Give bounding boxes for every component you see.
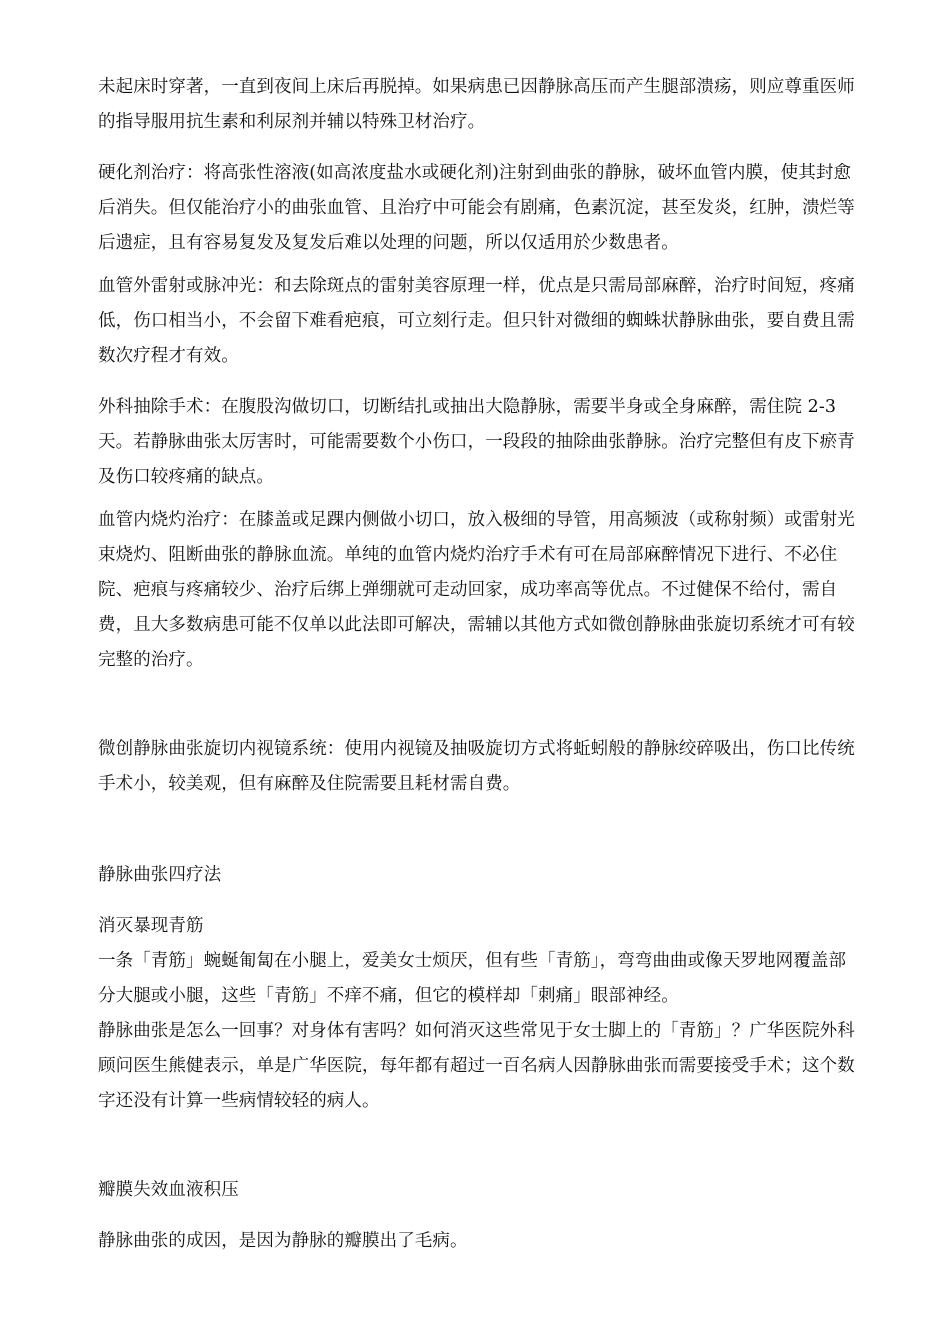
section-heading-valve-failure: 瓣膜失效血液积压: [98, 1180, 239, 1200]
paragraph-cause: 静脉曲张的成因，是因为静脉的瓣膜出了毛病。: [98, 1231, 468, 1251]
paragraph-green-veins: 一条「青筋」蜿蜒匍匐在小腿上，爱美女士烦厌，但有些「青筋」，弯弯曲曲或像天罗地网覆盖部分大腿或小腿，这些「青筋」不痒不痛，但它的模样却「刺痛」眼部神经。: [98, 951, 847, 1006]
paragraph-what-is-varicose: 静脉曲张是怎么一回事？对身体有害吗？如何消灭这些常见于女士脚上的「青筋」？广华医院外科顾问医生熊健表示，单是广华医院，每年都有超过一百名病人因静脉曲张而需要接受手术；这个数字还没有计算一些病情较轻的病人。: [98, 1021, 855, 1111]
paragraph-surgical-stripping: 外科抽除手术：在腹股沟做切口，切断结扎或抽出大隐静脉，需要半身或全身麻醉，需住院 2-3 天。若静脉曲张太厉害时，可能需要数个小伤口，一段段的抽除曲张静脉。治疗完整但有皮下瘀青及伤口较疼痛的缺点。: [98, 397, 855, 487]
section-heading-eliminate-veins: 消灭暴现青筋: [98, 916, 204, 936]
paragraph-minimally-invasive: 微创静脉曲张旋切内视镜系统：使用内视镜及抽吸旋切方式将蚯蚓般的静脉绞碎吸出，伤口比传统手术小，较美观，但有麻醉及住院需要且耗材需自费。: [98, 739, 855, 794]
paragraph-sclerotherapy: 硬化剂治疗：将高张性溶液(如高浓度盐水或硬化剂)注射到曲张的静脉，破坏血管内膜，使其封愈后消失。但仅能治疗小的曲张血管、且治疗中可能会有剧痛，色素沉淀，甚至发炎，红肿，溃烂等后遗症，且有容易复发及复发后难以处理的问题，所以仅适用於少数患者。: [98, 163, 855, 253]
paragraph-laser: 血管外雷射或脉冲光：和去除斑点的雷射美容原理一样，优点是只需局部麻醉，治疗时间短，疼痛低，伤口相当小，不会留下难看疤痕，可立刻行走。但只针对微细的蜘蛛状静脉曲张，要自费且需数次疗程才有效。: [98, 276, 855, 366]
document-body: [98, 70, 858, 1259]
paragraph-compression-stockings: 未起床时穿著，一直到夜间上床后再脱掉。如果病患已因静脉高压而产生腿部溃疡，则应尊重医师的指导服用抗生素和利尿剂并辅以特殊卫材治疗。: [98, 77, 855, 132]
section-heading-four-therapies: 静脉曲张四疗法: [98, 865, 222, 885]
paragraph-endovenous-ablation: 血管内烧灼治疗：在膝盖或足踝内侧做小切口，放入极细的导管，用高频波（或称射频）或雷射光束烧灼、阻断曲张的静脉血流。单纯的血管内烧灼治疗手术有可在局部麻醉情况下进行、不必住院、疤痕与疼痛较少、治疗后绑上弹绷就可走动回家，成功率高等优点。不过健保不给付，需自费，且大多数病患可能不仅单以此法即可解决，需辅以其他方式如微创静脉曲张旋切系统才可有较完整的治疗。: [98, 510, 855, 670]
